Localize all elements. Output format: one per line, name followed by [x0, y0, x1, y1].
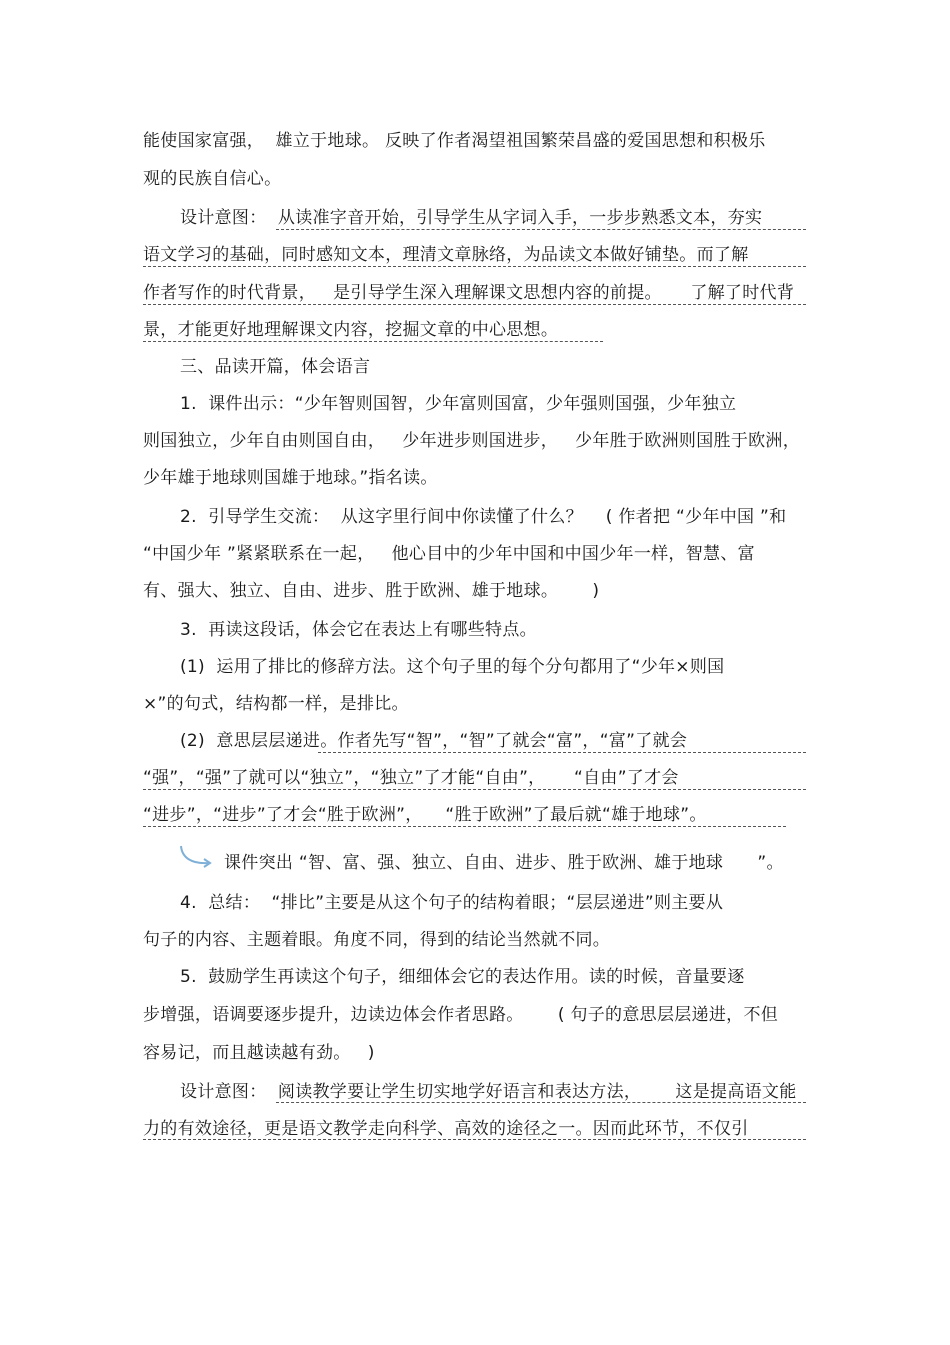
- design-intent-line: 设计意图： 阅读教学要让学生切实地学好语言和表达方法， 这是提高语文能: [180, 1082, 797, 1102]
- text-line: “进步”，“进步”了才会“胜于欧洲”， “胜于欧洲”了最后就“雄于地球”。: [143, 805, 707, 825]
- design-intent-line: 力的有效途径，更是语文教学走向科学、高效的途径之一。因而此环节，不仅引: [143, 1119, 749, 1139]
- text-line: 有、强大、独立、自由、进步、胜于欧洲、雄于地球。 ): [143, 581, 600, 601]
- section-heading: 三、品读开篇，体会语言: [180, 357, 371, 377]
- dashed-underline: [143, 304, 806, 305]
- text-line: 能使国家富强， 雄立于地球。 反映了作者渴望祖国繁荣昌盛的爱国思想和积极乐: [143, 131, 766, 151]
- text-line: 2. 引导学生交流： 从这字里行间中你读懂了什么？ ( 作者把 “少年中国 ”和: [180, 507, 787, 527]
- text-line: 少年雄于地球则国雄于地球。”指名读。: [143, 468, 438, 488]
- text-line: (2) 意思层层递进。作者先写“智”，“智”了就会“富”，“富”了就会: [180, 731, 688, 751]
- text-line: 步增强，语调要逐步提升，边读边体会作者思路。 ( 句子的意思层层递进，不但: [143, 1005, 779, 1025]
- design-intent-line: 作者写作的时代背景， 是引导学生深入理解课文思想内容的前提。 了解了时代背: [143, 283, 795, 303]
- text-line: 1. 课件出示：“少年智则国智，少年富则国富，少年强则国强，少年独立: [180, 394, 737, 414]
- dashed-underline: [143, 826, 786, 827]
- dashed-underline: [143, 789, 806, 790]
- text-line: 3. 再读这段话，体会它在表达上有哪些特点。: [180, 620, 537, 640]
- dashed-underline: [276, 1102, 806, 1103]
- dashed-underline: [143, 1139, 806, 1140]
- dashed-underline: [143, 341, 603, 342]
- dashed-underline: [318, 752, 806, 753]
- design-intent-line: 语文学习的基础，同时感知文本，理清文章脉络，为品读文本做好铺垫。而了解: [143, 245, 749, 265]
- text-line: 5. 鼓励学生再读这个句子，细细体会它的表达作用。读的时候，音量要逐: [180, 967, 745, 987]
- curved-arrow-icon: [178, 842, 218, 870]
- text-line: (1) 运用了排比的修辞方法。这个句子里的每个分句都用了“少年×则国: [180, 657, 725, 677]
- text-line: 课件突出 “智、富、强、独立、自由、进步、胜于欧洲、雄于地球 ”。: [224, 853, 784, 873]
- dashed-underline: [276, 229, 806, 230]
- text-line: 观的民族自信心。: [143, 169, 282, 189]
- design-intent-line: 设计意图： 从读准字音开始，引导学生从字词入手，一步步熟悉文本，夯实: [180, 208, 763, 228]
- text-line: 句子的内容、主题着眼。角度不同，得到的结论当然就不同。: [143, 930, 611, 950]
- design-intent-line: 景，才能更好地理解课文内容，挖掘文章的中心思想。: [143, 320, 559, 340]
- text-line: 则国独立，少年自由则国自由， 少年进步则国进步， 少年胜于欧洲则国胜于欧洲，: [143, 431, 801, 451]
- text-line: “强”，“强”了就可以“独立”，“独立”了才能“自由”， “自由”了才会: [143, 768, 679, 788]
- text-line: 容易记，而且越读越有劲。 ): [143, 1043, 375, 1063]
- text-line: ×”的句式，结构都一样，是排比。: [143, 694, 409, 714]
- text-line: 4. 总结： “排比”主要是从这个句子的结构着眼；“层层递进”则主要从: [180, 893, 724, 913]
- dashed-underline: [143, 266, 806, 267]
- text-line: “中国少年 ”紧紧联系在一起， 他心目中的少年中国和中国少年一样，智慧、富: [143, 544, 755, 564]
